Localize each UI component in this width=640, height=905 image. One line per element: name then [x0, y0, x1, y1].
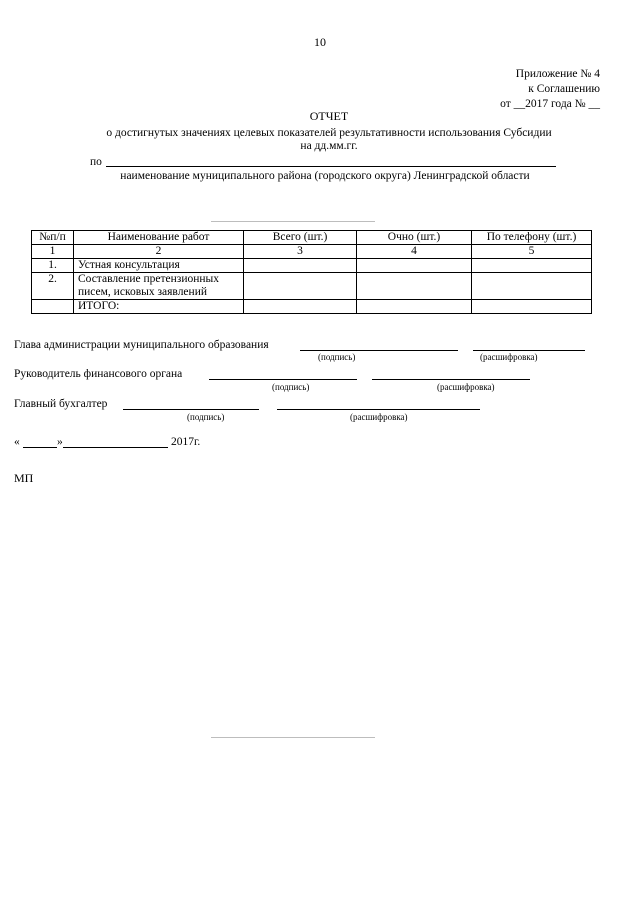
- appendix-agreement: к Соглашению: [528, 83, 600, 95]
- total-by-phone-cell[interactable]: [472, 300, 592, 314]
- numbering-cell: 2: [74, 245, 244, 259]
- date-day-field[interactable]: [23, 447, 57, 448]
- table-row: [32, 273, 592, 300]
- district-caption: наименование муниципального района (городского округа) Ленинградской области: [120, 170, 530, 182]
- scan-artifact-line: [211, 737, 375, 738]
- head-admin-decoding-line[interactable]: [473, 350, 585, 351]
- row-total-cell[interactable]: [244, 259, 357, 273]
- document-title: ОТЧЕТ: [309, 109, 349, 123]
- report-date: на дд.мм.гг.: [300, 140, 358, 152]
- numbering-cell: 1: [32, 245, 74, 259]
- date-month-field[interactable]: [63, 447, 168, 448]
- district-name-field[interactable]: [106, 166, 556, 167]
- decoding-hint: (расшифровка): [350, 412, 408, 422]
- accountant-signature-line[interactable]: [123, 409, 259, 410]
- header-work-name: Наименование работ: [74, 231, 244, 245]
- row-total-cell[interactable]: [244, 273, 357, 300]
- head-admin-signature-line[interactable]: [300, 350, 458, 351]
- total-number-cell: [32, 300, 74, 314]
- header-number: №п/п: [32, 231, 74, 245]
- finance-head-label: Руководитель финансового органа: [14, 368, 183, 380]
- row-in-person-cell[interactable]: [357, 273, 472, 300]
- decoding-hint: (расшифровка): [480, 352, 538, 362]
- table-total-row: [32, 300, 592, 314]
- row-work-name-line: Составление претензионных: [78, 273, 220, 285]
- date-year: 2017г.: [171, 436, 201, 448]
- district-prefix: по: [90, 156, 102, 168]
- table-row: [32, 259, 592, 273]
- accountant-decoding-line[interactable]: [277, 409, 480, 410]
- total-all-cell[interactable]: [244, 300, 357, 314]
- stamp-label: МП: [14, 471, 34, 485]
- row-work-name-line: писем, исковых заявлений: [78, 286, 207, 298]
- head-admin-label: Глава администрации муниципального образования: [14, 339, 269, 351]
- header-total: Всего (шт.): [244, 231, 357, 245]
- signature-hint: (подпись): [318, 352, 356, 362]
- row-in-person-cell[interactable]: [357, 259, 472, 273]
- table-numbering-row: [32, 245, 592, 259]
- scan-artifact-line: [211, 221, 375, 222]
- signature-hint: (подпись): [272, 382, 310, 392]
- row-number: 2.: [32, 273, 74, 300]
- row-by-phone-cell[interactable]: [472, 273, 592, 300]
- row-work-name: Устная консультация: [74, 259, 244, 273]
- date-open-quote: «: [14, 436, 20, 448]
- finance-head-signature-line[interactable]: [209, 379, 357, 380]
- numbering-cell: 4: [357, 245, 472, 259]
- row-work-name: [74, 273, 244, 300]
- numbering-cell: 5: [472, 245, 592, 259]
- accountant-label: Главный бухгалтер: [14, 398, 108, 410]
- date-close-quote: »: [57, 436, 63, 448]
- header-by-phone: По телефону (шт.): [472, 231, 592, 245]
- appendix-block: [500, 67, 600, 112]
- signature-hint: (подпись): [187, 412, 225, 422]
- numbering-cell: 3: [244, 245, 357, 259]
- total-in-person-cell[interactable]: [357, 300, 472, 314]
- appendix-date: от __2017 года № __: [500, 98, 600, 110]
- row-by-phone-cell[interactable]: [472, 259, 592, 273]
- page-number: 10: [314, 35, 326, 49]
- appendix-number: Приложение № 4: [515, 68, 600, 80]
- finance-head-decoding-line[interactable]: [372, 379, 530, 380]
- table-header-row: [32, 231, 592, 245]
- results-table: [31, 230, 592, 314]
- decoding-hint: (расшифровка): [437, 382, 495, 392]
- total-label: ИТОГО:: [74, 300, 244, 314]
- document-subtitle: о достигнутых значениях целевых показателей результативности использования Субсидии: [106, 127, 552, 139]
- row-number: 1.: [32, 259, 74, 273]
- header-in-person: Очно (шт.): [357, 231, 472, 245]
